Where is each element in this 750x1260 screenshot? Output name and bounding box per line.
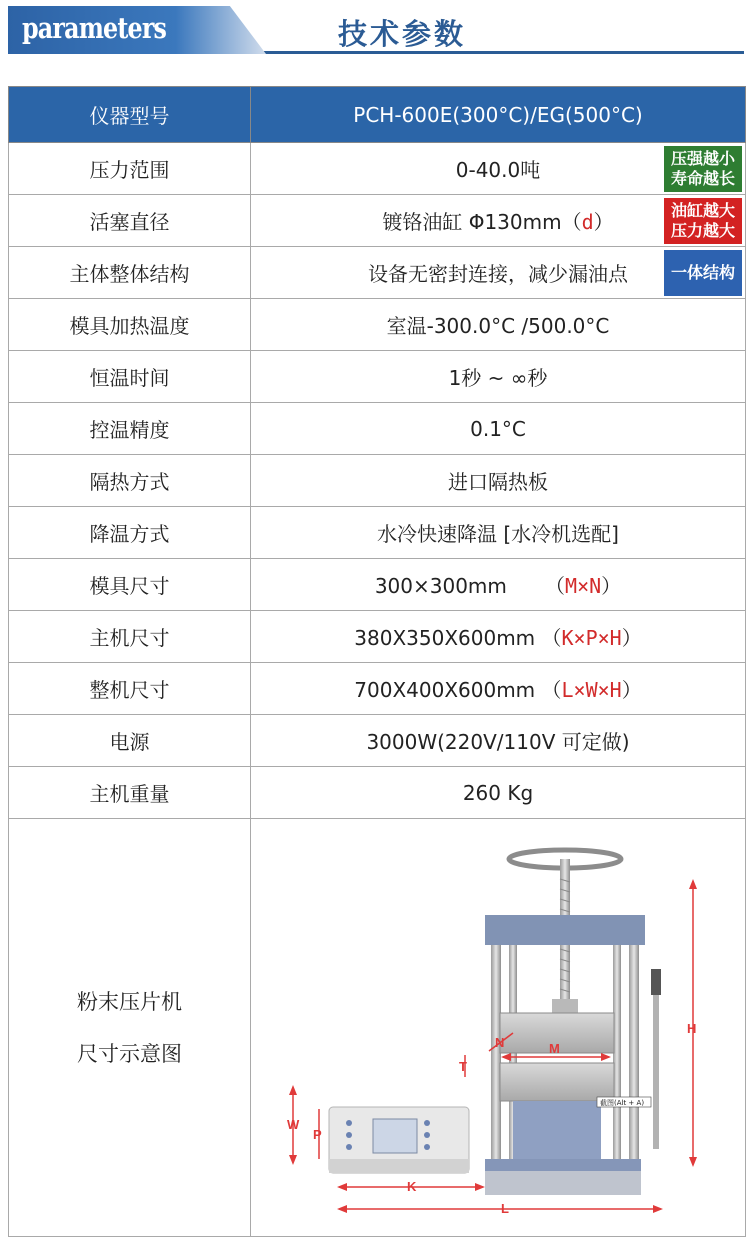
badge-line: 寿命越长 <box>670 169 735 188</box>
diagram-label-line1: 粉末压片机 <box>77 989 182 1014</box>
row-label: 降温方式 <box>9 507 251 559</box>
row-label: 隔热方式 <box>9 455 251 507</box>
row-value-part: ） <box>621 626 642 650</box>
dimension-code: L×W×H <box>561 678 622 702</box>
row-value-cell <box>251 611 746 663</box>
header-title-en: parameters <box>22 11 167 45</box>
diagram-label-cell <box>9 819 251 1237</box>
row-label: 压力范围 <box>9 143 251 195</box>
row-value: 260 Kg <box>462 780 534 805</box>
page-header <box>8 6 744 54</box>
dim-label-k: K <box>407 1179 417 1194</box>
row-label: 电源 <box>9 715 251 767</box>
top-crossbeam <box>485 915 645 945</box>
row-value-part: 镀铬油缸 Φ130mm（ <box>382 210 582 234</box>
diagram-label-line2: 尺寸示意图 <box>77 1041 182 1066</box>
press-diagram <box>251 819 746 1237</box>
badge-line: 压力越大 <box>670 221 735 240</box>
row-label: 模具尺寸 <box>9 559 251 611</box>
temperature-controller <box>329 1107 469 1173</box>
row-label: 整机尺寸 <box>9 663 251 715</box>
table-row <box>9 715 746 767</box>
dim-label-l: L <box>501 1201 509 1216</box>
feature-badge <box>664 146 742 192</box>
badge-line: 压强越小 <box>670 149 735 168</box>
table-row <box>9 403 746 455</box>
feature-badge <box>664 198 742 244</box>
row-label: 控温精度 <box>9 403 251 455</box>
dimension-code: d <box>581 210 594 234</box>
row-value-cell <box>251 299 746 351</box>
header-value <box>251 87 746 143</box>
row-value: 3000W(220V/110V 可定做) <box>366 730 630 754</box>
pump-lever <box>653 969 659 1149</box>
diagram-cell <box>251 819 746 1237</box>
table-row <box>9 143 746 195</box>
row-value-cell <box>251 351 746 403</box>
row-value-cell <box>251 715 746 767</box>
row-label: 主机重量 <box>9 767 251 819</box>
row-value-cell <box>251 455 746 507</box>
row-label: 活塞直径 <box>9 195 251 247</box>
row-value: 进口隔热板 <box>448 470 548 494</box>
table-row <box>9 247 746 299</box>
column-right-inner <box>613 945 621 1175</box>
table-row <box>9 351 746 403</box>
table-row <box>9 507 746 559</box>
row-value-part: ） <box>593 210 614 234</box>
feature-badge <box>664 250 742 296</box>
row-label: 主机尺寸 <box>9 611 251 663</box>
row-value-part: ） <box>621 678 642 702</box>
header-label: 仪器型号 <box>9 87 251 143</box>
row-value-cell <box>251 403 746 455</box>
row-value: 0-40.0吨 <box>455 158 541 182</box>
row-value-cell <box>251 143 746 195</box>
row-value: 水冷快速降温 [水冷机选配] <box>377 522 619 546</box>
row-value-cell <box>251 247 746 299</box>
dim-label-h: H <box>687 1021 697 1036</box>
table-row <box>9 559 746 611</box>
dimension-code: K×P×H <box>561 626 622 650</box>
row-label: 主体整体结构 <box>9 247 251 299</box>
dim-label-m: M <box>549 1041 560 1056</box>
table-row <box>9 767 746 819</box>
table-row <box>9 663 746 715</box>
badge-line: 油缸越大 <box>670 201 735 220</box>
row-label: 模具加热温度 <box>9 299 251 351</box>
spec-table <box>8 86 746 1237</box>
row-value: 1秒 ~ ∞秒 <box>448 366 548 390</box>
lower-platen <box>500 1063 614 1101</box>
dim-label-w: W <box>287 1117 300 1132</box>
column-left <box>491 945 501 1175</box>
diagram-row <box>9 819 746 1237</box>
table-row <box>9 195 746 247</box>
row-value-part: 700X400X600mm （ <box>354 678 562 702</box>
table-row <box>9 611 746 663</box>
row-value: 0.1°C <box>470 416 526 441</box>
badge-line: 一体结构 <box>670 263 735 282</box>
table-header-row <box>9 87 746 143</box>
dim-label-t: T <box>459 1059 467 1074</box>
row-value-cell <box>251 195 746 247</box>
dimension-code: M×N <box>565 574 602 598</box>
table-row <box>9 299 746 351</box>
row-value-cell <box>251 507 746 559</box>
row-value-part: ） <box>601 574 622 598</box>
row-value-cell <box>251 663 746 715</box>
model-number: PCH-600E(300°C)/EG(500°C) <box>353 102 643 127</box>
dim-label-p: P <box>313 1127 322 1142</box>
tooltip-text: 截图(Alt + A) <box>600 1099 645 1107</box>
row-value-cell <box>251 767 746 819</box>
row-label: 恒温时间 <box>9 351 251 403</box>
header-title-cn: 技术参数 <box>338 17 467 51</box>
table-row <box>9 455 746 507</box>
column-right <box>629 945 639 1175</box>
row-value: 室温-300.0°C /500.0°C <box>386 314 610 338</box>
row-value-cell <box>251 559 746 611</box>
dim-label-n: N <box>495 1035 505 1050</box>
row-value-part: 300×300mm （ <box>374 574 566 598</box>
row-value: 设备无密封连接，减少漏油点 <box>368 262 628 286</box>
row-value-part: 380X350X600mm （ <box>354 626 562 650</box>
